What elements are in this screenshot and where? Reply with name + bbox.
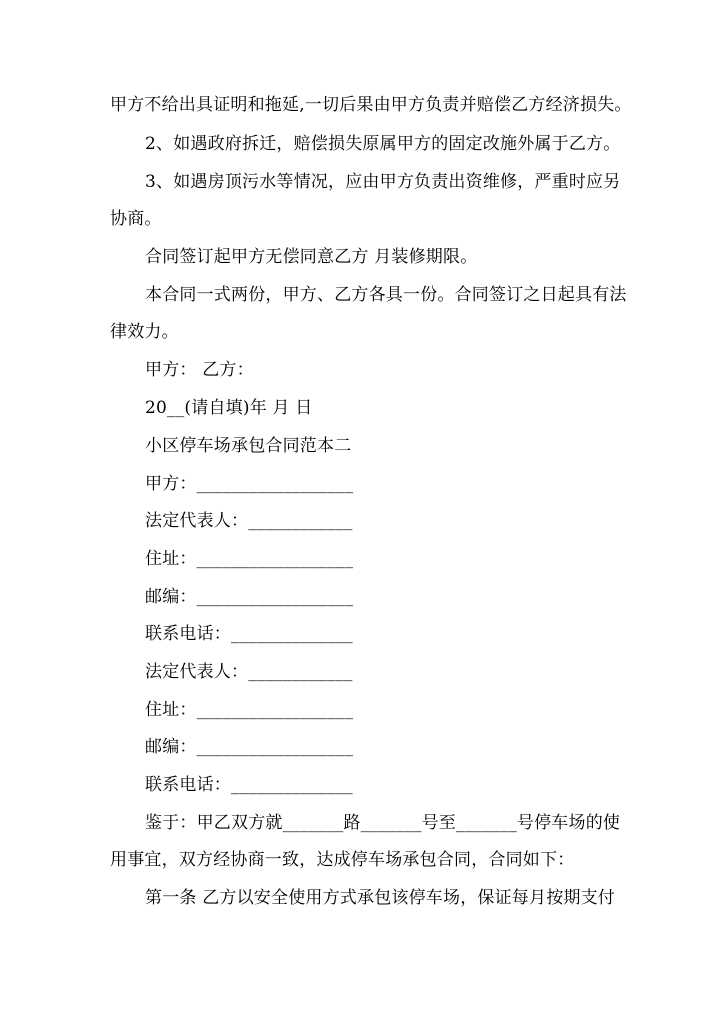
- address-field: 住址：__________________: [145, 700, 354, 720]
- paragraph-line: 第一条 乙方以安全使用方式承包该停车场，保证每月按期支付: [145, 888, 616, 908]
- address-field: 住址：__________________: [145, 549, 354, 569]
- legal-rep-field: 法定代表人：____________: [145, 511, 353, 531]
- paragraph-line: 2、如遇政府拆迁，赔偿损失原属甲方的固定改施外属于乙方。: [145, 134, 621, 154]
- paragraph-line: 鉴于：甲乙双方就_______路_______号至_______号停车场的使: [145, 813, 621, 833]
- phone-field: 联系电话：______________: [145, 775, 353, 795]
- date-line: 20__(请自填)年 月 日: [145, 398, 313, 418]
- signature-line: 甲方： 乙方：: [145, 360, 254, 380]
- paragraph-line: 甲方不给出具证明和拖延,一切后果由甲方负责并赔偿乙方经济损失。: [110, 95, 632, 115]
- paragraph-line: 本合同一式两份，甲方、乙方各具一份。合同签订之日起具有法: [145, 285, 627, 305]
- paragraph-line: 协商。: [110, 209, 162, 229]
- postcode-field: 邮编：__________________: [145, 737, 354, 757]
- paragraph-line: 3、如遇房顶污水等情况，应由甲方负责出资维修，严重时应另: [145, 172, 621, 192]
- party-a-field: 甲方：__________________: [145, 474, 354, 494]
- paragraph-line: 用事宜，双方经协商一致，达成停车场承包合同，合同如下：: [110, 850, 575, 870]
- legal-rep-field: 法定代表人：____________: [145, 662, 353, 682]
- phone-field: 联系电话：______________: [145, 624, 353, 644]
- postcode-field: 邮编：__________________: [145, 587, 354, 607]
- paragraph-line: 合同签订起甲方无偿同意乙方 月装修期限。: [145, 247, 478, 267]
- section-title: 小区停车场承包合同范本二: [145, 436, 352, 456]
- paragraph-line: 律效力。: [110, 322, 179, 342]
